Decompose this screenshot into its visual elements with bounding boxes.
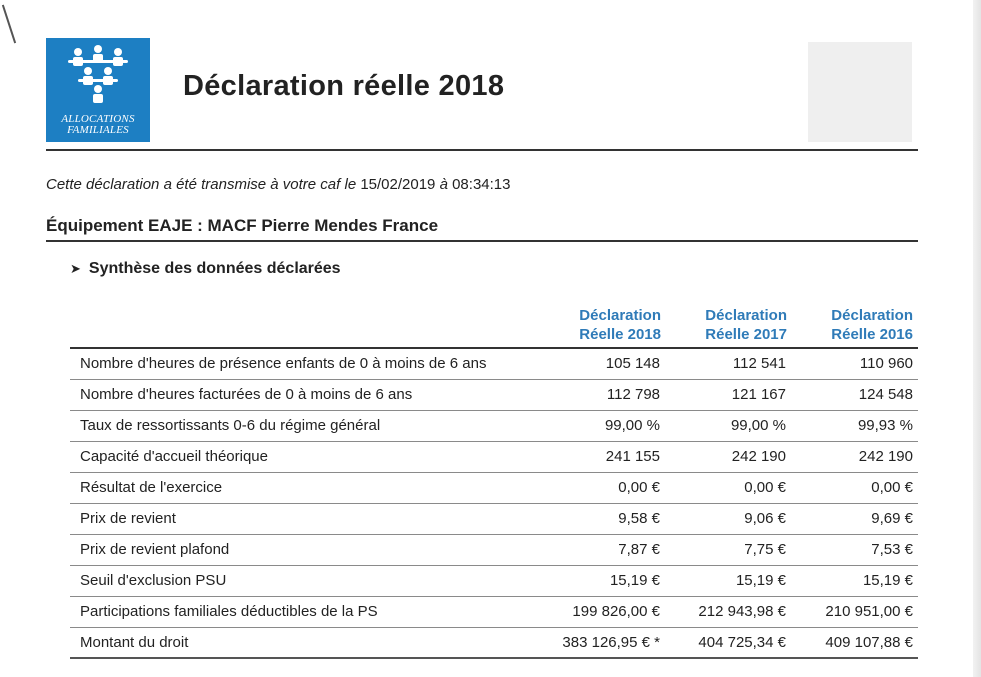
column-header-line1: Déclaration: [579, 307, 661, 324]
value-2017: 7,75 €: [744, 541, 786, 558]
transmission-date: 15/02/2019: [360, 176, 436, 193]
scan-right-margin: [973, 0, 981, 677]
value-2016: 99,93 %: [857, 417, 913, 434]
logo-line-1: ALLOCATIONS: [61, 113, 135, 125]
table-row: [70, 349, 918, 380]
row-label: Seuil d'exclusion PSU: [80, 572, 227, 589]
row-label: Nombre d'heures de présence enfants de 0 à moins de 6 ans: [80, 355, 487, 372]
column-header-2016: [783, 306, 913, 344]
table-row: [70, 442, 918, 473]
table-row: [70, 535, 918, 566]
table-row: [70, 380, 918, 411]
value-2018: 15,19 €: [609, 572, 660, 589]
value-2017: 15,19 €: [735, 572, 786, 589]
transmission-middle: à: [435, 176, 453, 193]
value-2017: 0,00 €: [744, 479, 786, 496]
ghost-logo: [808, 42, 912, 142]
table-row: [70, 411, 918, 442]
value-2017: 242 190: [731, 448, 786, 465]
value-2018: 241 155: [605, 448, 660, 465]
equipment-title: Équipement EAJE : MACF Pierre Mendes France: [46, 216, 439, 235]
transmission-text: Cette déclaration a été transmise à votre caf le: [46, 176, 361, 193]
column-header-line1: Déclaration: [705, 307, 787, 324]
value-2017: 112 541: [732, 355, 786, 372]
column-header-2018: [531, 306, 661, 344]
caf-logo: [46, 38, 150, 142]
value-2018: 383 126,95 € *: [562, 634, 660, 651]
value-2017: 121 167: [731, 386, 786, 403]
row-label: Prix de revient plafond: [80, 541, 230, 558]
family-figures-icon: [64, 44, 132, 106]
value-2017: 212 943,98 €: [698, 603, 786, 620]
column-header-line2: Réelle 2018: [579, 326, 661, 343]
row-label: Capacité d'accueil théorique: [80, 448, 268, 465]
value-2016: 110 960: [859, 355, 913, 372]
value-2017: 99,00 %: [730, 417, 786, 434]
transmission-time: 08:34:13: [452, 176, 511, 193]
value-2016: 409 107,88 €: [825, 634, 913, 651]
header-divider: [46, 149, 918, 151]
value-2018: 7,87 €: [618, 541, 660, 558]
row-label: Participations familiales déductibles de la PS: [80, 603, 378, 620]
row-label: Taux de ressortissants 0-6 du régime général: [80, 417, 381, 434]
table-row: [70, 504, 918, 535]
table-row: [70, 473, 918, 504]
column-header-line2: Réelle 2016: [831, 326, 913, 343]
table-row: [70, 566, 918, 597]
equipment-divider: [46, 240, 918, 242]
row-label: Résultat de l'exercice: [80, 479, 223, 496]
section-heading: [70, 260, 341, 278]
page-title: Déclaration réelle 2018: [183, 70, 505, 102]
value-2018: 112 798: [606, 386, 660, 403]
row-label: Prix de revient: [80, 510, 176, 527]
section-label: Synthèse des données déclarées: [88, 260, 341, 277]
value-2016: 15,19 €: [862, 572, 913, 589]
value-2016: 9,69 €: [871, 510, 913, 527]
column-header-line2: Réelle 2017: [705, 326, 787, 343]
table-row: [70, 597, 918, 628]
row-divider: [70, 657, 918, 659]
value-2018: 99,00 %: [604, 417, 660, 434]
row-label: Nombre d'heures facturées de 0 à moins de 6 ans: [80, 386, 413, 403]
value-2018: 105 148: [605, 355, 660, 372]
value-2016: 124 548: [858, 386, 913, 403]
logo-line-2: FAMILIALES: [67, 124, 129, 136]
bullet-arrow-icon: ➤: [70, 261, 81, 276]
table-row: [70, 628, 918, 659]
value-2017: 404 725,34 €: [698, 634, 786, 651]
column-header-line1: Déclaration: [831, 307, 913, 324]
value-2018: 199 826,00 €: [572, 603, 660, 620]
value-2016: 7,53 €: [871, 541, 913, 558]
value-2016: 210 951,00 €: [825, 603, 913, 620]
scan-mark: [2, 5, 16, 44]
row-label: Montant du droit: [80, 634, 189, 651]
transmission-info: [46, 176, 510, 193]
value-2017: 9,06 €: [744, 510, 786, 527]
value-2016: 0,00 €: [871, 479, 913, 496]
value-2016: 242 190: [858, 448, 913, 465]
value-2018: 9,58 €: [618, 510, 660, 527]
value-2018: 0,00 €: [618, 479, 660, 496]
column-header-2017: [657, 306, 787, 344]
